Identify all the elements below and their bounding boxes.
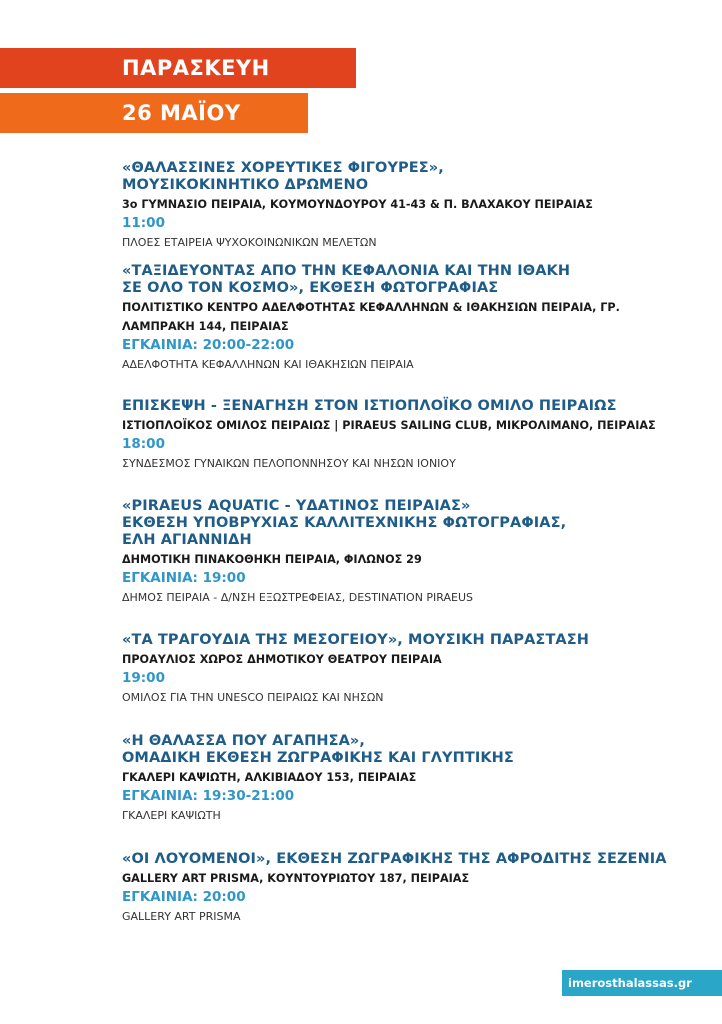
event-organizer: ΠΛΟΕΣ ΕΤΑΙΡΕΙΑ ΨΥΧΟΚΟΙΝΩΝΙΚΩΝ ΜΕΛΕΤΩΝ (122, 236, 377, 249)
event-venue: ΙΣΤΙΟΠΛΟΪΚΟΣ ΟΜΙΛΟΣ ΠΕΙΡΑΙΩΣ | PIRAEUS SAILING CLUB, ΜΙΚΡΟΛΙΜΑΝΟ, ΠΕΙΡΑΙΑΣ (122, 419, 656, 432)
website-link[interactable] (562, 970, 722, 996)
event-title: «Η ΘΑΛΑΣΣΑ ΠΟΥ ΑΓΑΠΗΣΑ», ΟΜΑΔΙΚΗ ΕΚΘΕΣΗ ΖΩΓΡΑΦΙΚΗΣ ΚΑΙ ΓΛΥΠΤΙΚΗΣ (122, 733, 514, 766)
event-item (122, 160, 702, 252)
event-time: 19:00 (122, 670, 165, 686)
event-title: ΕΠΙΣΚΕΨΗ - ΞΕΝΑΓΗΣΗ ΣΤΟΝ ΙΣΤΙΟΠΛΟΪΚΟ ΟΜΙΛΟ ΠΕΙΡΑΙΩΣ (122, 398, 617, 414)
event-venue: ΠΡΟΑΥΛΙΟΣ ΧΩΡΟΣ ΔΗΜΟΤΙΚΟΥ ΘΕΑΤΡΟΥ ΠΕΙΡΑΙΑ (122, 653, 442, 666)
event-title: «ΤΑΞΙΔΕΥΟΝΤΑΣ ΑΠΟ ΤΗΝ ΚΕΦΑΛΟΝΙΑ ΚΑΙ ΤΗΝ ΙΘΑΚΗ ΣΕ ΟΛΟ ΤΟΝ ΚΟΣΜΟ», ΕΚΘΕΣΗ ΦΩΤΟΓΡΑΦΙΑΣ (122, 263, 571, 296)
event-item (122, 498, 702, 607)
event-organizer: ΑΔΕΛΦΟΤΗΤΑ ΚΕΦΑΛΛΗΝΩΝ ΚΑΙ ΙΘΑΚΗΣΙΩΝ ΠΕΙΡΑΙΑ (122, 358, 414, 371)
day-banner (0, 48, 356, 88)
event-time: ΕΓΚΑΙΝΙΑ: 19:00 (122, 570, 246, 586)
event-title: «ΟΙ ΛΟΥΟΜΕΝΟΙ», ΕΚΘΕΣΗ ΖΩΓΡΑΦΙΚΗΣ ΤΗΣ ΑΦΡΟΔΙΤΗΣ ΣΕΖΕΝΙΑ (122, 851, 667, 867)
event-item (122, 733, 702, 825)
event-organizer: ΔΗΜΟΣ ΠΕΙΡΑΙΑ - Δ/ΝΣΗ ΕΞΩΣΤΡΕΦΕΙΑΣ, DESTINATION PIRAEUS (122, 591, 474, 604)
event-organizer: ΣΥΝΔΕΣΜΟΣ ΓΥΝΑΙΚΩΝ ΠΕΛΟΠΟΝΝΗΣΟΥ ΚΑΙ ΝΗΣΩΝ ΙΟΝΙΟΥ (122, 457, 456, 470)
day-label: ΠΑΡΑΣΚΕΥΗ (122, 56, 270, 80)
event-organizer: GALLERY ART PRISMA (122, 910, 241, 923)
event-item (122, 263, 702, 374)
event-item (122, 398, 702, 473)
event-time: ΕΓΚΑΙΝΙΑ: 20:00 (122, 889, 246, 905)
event-time: ΕΓΚΑΙΝΙΑ: 19:30-21:00 (122, 788, 295, 804)
event-item (122, 851, 702, 926)
event-time: 18:00 (122, 436, 165, 452)
event-time: ΕΓΚΑΙΝΙΑ: 20:00-22:00 (122, 337, 295, 353)
date-label: 26 ΜΑΪΟΥ (122, 101, 241, 125)
event-item (122, 632, 702, 707)
date-banner (0, 93, 308, 133)
website-label: imerosthalassas.gr (568, 976, 692, 990)
event-organizer: ΟΜΙΛΟΣ ΓΙΑ ΤΗΝ UNESCO ΠΕΙΡΑΙΩΣ ΚΑΙ ΝΗΣΩΝ (122, 691, 384, 704)
event-venue: ΓΚΑΛΕΡΙ ΚΑΨΙΩΤΗ, ΑΛΚΙΒΙΑΔΟΥ 153, ΠΕΙΡΑΙΑΣ (122, 771, 417, 784)
event-venue: ΠΟΛΙΤΙΣΤΙΚΟ ΚΕΝΤΡΟ ΑΔΕΛΦΟΤΗΤΑΣ ΚΕΦΑΛΛΗΝΩΝ & ΙΘΑΚΗΣΙΩΝ ΠΕΙΡΑΙΑ, ΓΡ. ΛΑΜΠΡΑΚΗ 144, ΠΕΙΡΑΙΑΣ (122, 301, 620, 333)
event-time: 11:00 (122, 215, 165, 231)
event-venue: 3ο ΓΥΜΝΑΣΙΟ ΠΕΙΡΑΙΑ, ΚΟΥΜΟΥΝΔΟΥΡΟΥ 41-43 & Π. ΒΛΑΧΑΚΟΥ ΠΕΙΡΑΙΑΣ (122, 198, 593, 211)
event-title: «ΤΑ ΤΡΑΓΟΥΔΙΑ ΤΗΣ ΜΕΣΟΓΕΙΟΥ», ΜΟΥΣΙΚΗ ΠΑΡΑΣΤΑΣΗ (122, 632, 589, 648)
event-title: «ΘΑΛΑΣΣΙΝΕΣ ΧΟΡΕΥΤΙΚΕΣ ΦΙΓΟΥΡΕΣ», ΜΟΥΣΙΚΟΚΙΝΗΤΙΚΟ ΔΡΩΜΕΝΟ (122, 160, 444, 193)
event-venue: ΔΗΜΟΤΙΚΗ ΠΙΝΑΚΟΘΗΚΗ ΠΕΙΡΑΙΑ, ΦΙΛΩΝΟΣ 29 (122, 553, 422, 566)
event-venue: GALLERY ART PRISMA, ΚΟΥΝΤΟΥΡΙΩΤΟΥ 187, ΠΕΙΡΑΙΑΣ (122, 872, 470, 885)
event-title: «PIRAEUS AQUATIC - ΥΔΑΤΙΝΟΣ ΠΕΙΡΑΙΑΣ» ΕΚΘΕΣΗ ΥΠΟΒΡΥΧΙΑΣ ΚΑΛΛΙΤΕΧΝΙΚΗΣ ΦΩΤΟΓΡΑΦΙΑΣ, ΕΛΗ ΑΓΙΑΝΝΙΔΗ (122, 498, 567, 548)
event-organizer: ΓΚΑΛΕΡΙ ΚΑΨΙΩΤΗ (122, 809, 221, 822)
